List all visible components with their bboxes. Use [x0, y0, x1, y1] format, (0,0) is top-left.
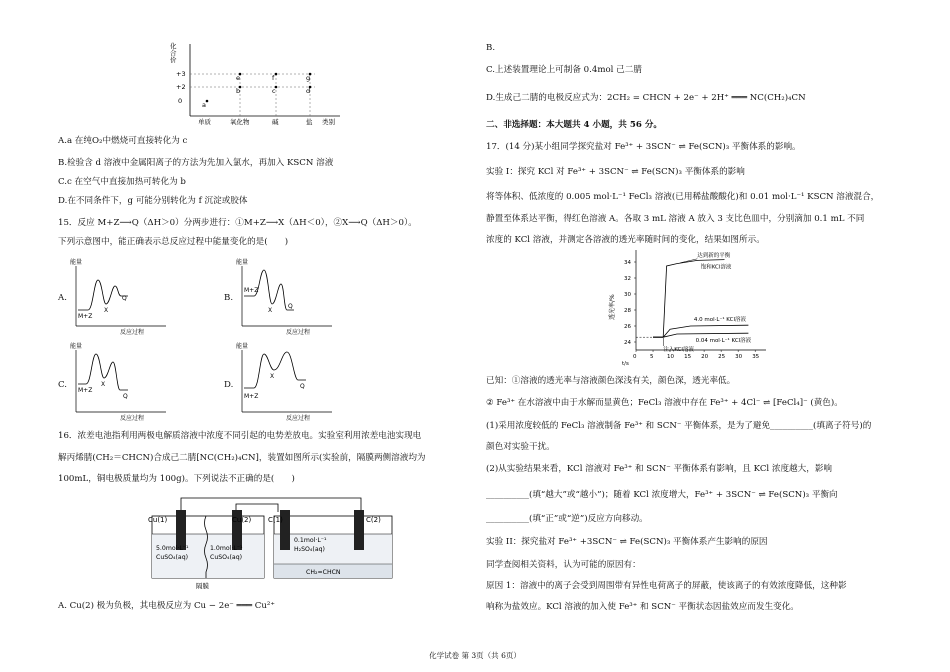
- annotation-new-equilibrium: 达到新的平衡: [697, 253, 731, 260]
- xtick-element: 单质: [198, 118, 211, 126]
- right-solution-conc: 0.1mol·L⁻¹: [294, 537, 327, 544]
- exp1-paragraph-line2: 静置至体系达平衡，得红色溶液 A。各取 3 mL 溶液 A 放入 3 支比色皿中，分别滴加 0.1 mL 不同: [486, 214, 865, 224]
- q15-label-a: A.: [58, 293, 67, 303]
- energy-mz-c: M+Z: [78, 387, 93, 394]
- energy-diagram-d: [232, 340, 337, 422]
- energy-diagram-c: [66, 340, 171, 422]
- annotation-inject-kcl: 注入KCl溶液: [663, 346, 694, 353]
- xtick-base: 碱: [272, 118, 279, 126]
- energy-diagram-a: [66, 256, 171, 336]
- series-label-4mol: 4.0 mol·L⁻¹ KCl溶液: [693, 317, 746, 324]
- energy-q-d: Q: [300, 383, 305, 390]
- section-heading: 二、非选择题：本大题共 4 小题，共 56 分。: [486, 120, 663, 130]
- electrode-cu2-label: Cu(2): [232, 516, 252, 524]
- q16-option-c: C.上述装置理论上可制备 0.4mol 己二腈: [486, 65, 642, 75]
- energy-xlabel-d: 反应过程: [286, 415, 311, 422]
- q17-2-line1: (2)从实验结果来看，KCl 溶液对 Fe³⁺ 和 SCN⁻ 平衡体系有影响，且 KCl 浓度越大，影响: [486, 464, 833, 474]
- q15-label-d: D.: [224, 380, 234, 390]
- chart-x-tick-label: 15: [684, 354, 692, 360]
- chart-y-tick-label: 34: [624, 260, 631, 266]
- energy-q-a: Q: [122, 295, 127, 302]
- mid-solution-conc: 1.0mol·L⁻¹: [210, 545, 243, 552]
- energy-ylabel-d: 能量: [236, 343, 249, 350]
- ytick-plus2: +2: [176, 83, 186, 91]
- energy-q-b: Q: [288, 303, 293, 310]
- q16-option-b: B.: [486, 43, 496, 53]
- energy-ylabel-c: 能量: [70, 343, 83, 350]
- series-label-saturated: 饱和KCl溶液: [700, 264, 732, 271]
- energy-mz-d: M+Z: [244, 393, 259, 400]
- experiment-2-title: 实验 II：探究盐对 Fe³⁺ +3SCN⁻ ⇌ Fe(SCN)₃ 平衡体系产生影响的原因: [486, 537, 768, 547]
- electrode-c2-label: C(2): [366, 516, 381, 524]
- energy-x-c: X: [101, 381, 106, 388]
- chart-x-tick-label: 10: [667, 354, 675, 360]
- exp2-paragraph-line1: 同学查阅相关资料，认为可能的原因有：: [486, 560, 641, 570]
- q16-stem-line1: 16．浓差电池指利用两极电解质溶液中浓度不同引起的电势差放电。实验室利用浓差电池实现电: [58, 431, 422, 441]
- valence-ylabel-1: 化: [170, 42, 177, 50]
- right-solution-name: H₂SO₄(aq): [294, 546, 325, 553]
- q15-stem-line1: 15．反应 M+Z⟶Q（ΔH＞0）分两步进行：①M+Z⟶X（ΔH＜0），②X⟶Q（ΔH＞0）。: [58, 218, 417, 228]
- chart-y-tick-label: 26: [624, 324, 631, 330]
- chart-y-tick-label: 30: [624, 292, 631, 298]
- energy-x-b: X: [268, 307, 273, 314]
- energy-q-c: Q: [123, 393, 128, 400]
- q15-label-b: B.: [224, 293, 234, 303]
- chart-x-tick-label: 25: [718, 354, 726, 360]
- energy-xlabel-a: 反应过程: [120, 329, 145, 336]
- page-footer: 化学试卷 第 3页（共 6页）: [429, 651, 521, 660]
- transmittance-chart: [608, 246, 778, 368]
- electrode-cu1-label: Cu(1): [148, 516, 168, 524]
- concentration-cell-apparatus: [146, 490, 398, 590]
- q16-option-d: D.生成己二腈的电极反应式为：2CH₂ = CHCN + 2e⁻ + 2H⁺ ═══ NC(CH₂)₄CN: [486, 93, 806, 103]
- chart-x-tick-label: 35: [752, 354, 760, 360]
- mid-solution-name: CuSO₄(aq): [210, 554, 243, 561]
- chart-y-tick-label: 28: [624, 308, 631, 314]
- membrane-label: 隔膜: [196, 582, 209, 590]
- point-a: a: [202, 101, 206, 109]
- energy-diagram-b: [232, 256, 337, 336]
- xtick-oxide: 氧化物: [230, 118, 250, 126]
- xtick-category: 类别: [322, 118, 335, 126]
- energy-ylabel-b: 能量: [236, 259, 249, 266]
- q16-stem-line3: 100mL，铜电极质量均为 100g)。下列说法不正确的是( ): [58, 474, 295, 484]
- q14-option-a: A.a 在纯O₂中燃烧可直接转化为 c: [58, 136, 188, 146]
- q15-label-c: C.: [58, 380, 68, 390]
- xtick-salt: 盐: [306, 118, 313, 126]
- exp2-paragraph-line2: 原因 1：溶液中的离子会受到周围带有异性电荷离子的屏蔽，使该离子的有效浓度降低，这种影: [486, 581, 847, 591]
- q15-stem-line2: 下列示意图中，能正确表示总反应过程中能量变化的是( ): [58, 237, 289, 247]
- q14-option-c: C.c 在空气中直接加热可转化为 b: [58, 177, 186, 187]
- chart-x-tick-label: 0: [633, 354, 637, 360]
- energy-mz-a: M+Z: [78, 313, 93, 320]
- exp1-paragraph-line3: 浓度的 KCl 溶液，并测定各溶液的透光率随时间的变化，结果如图所示。: [486, 235, 765, 245]
- energy-xlabel-b: 反应过程: [286, 329, 311, 336]
- series-label-004mol: 0.04 mol·L⁻¹ KCl溶液: [695, 338, 752, 344]
- energy-x-d: X: [270, 373, 275, 380]
- point-f: f: [272, 74, 275, 82]
- chart-xlabel: t/s: [622, 361, 629, 367]
- point-e: e: [236, 74, 240, 82]
- exp2-paragraph-line3: 响称为盐效应。KCl 溶液的加入使 Fe³⁺ 和 SCN⁻ 平衡状态因盐效应而发生变化。: [486, 602, 799, 612]
- q17-stem: 17．(14 分)某小组同学探究盐对 Fe³⁺ + 3SCN⁻ ⇌ Fe(SCN)₃ 平衡体系的影响。: [486, 142, 801, 152]
- energy-ylabel-a: 能量: [70, 259, 83, 266]
- left-solution-name: CuSO₄(aq): [156, 554, 189, 561]
- valence-ylabel-2: 合: [170, 49, 177, 57]
- q17-1-line1: (1)采用浓度较低的 FeCl₃ 溶液制备 Fe³⁺ 和 SCN⁻ 平衡体系，是为了避免__________(填离子符号)的: [486, 421, 872, 431]
- energy-xlabel-c: 反应过程: [120, 415, 145, 422]
- valence-class-figure: [160, 40, 360, 126]
- q17-1-line2: 颜色对实验干扰。: [486, 442, 555, 452]
- ytick-zero: 0: [178, 97, 183, 105]
- chart-x-tick-label: 5: [650, 354, 654, 360]
- q16-option-a: A. Cu(2) 极为负极，其电极反应为 Cu − 2e⁻ ═══ Cu²⁺: [58, 601, 275, 611]
- valence-ylabel-3: 价: [170, 56, 177, 64]
- left-solution-conc: 5.0mol·L⁻¹: [156, 545, 189, 552]
- chart-y-tick-label: 24: [624, 340, 631, 346]
- q16-stem-line2: 解丙烯腈(CH₂＝CHCN)合成己二腈[NC(CH₂)₄CN]，装置如图所示(实验前，隔膜两侧溶液均为: [58, 453, 426, 463]
- q17-2-line2: __________(填“越大”或“越小”)；随着 KCl 浓度增大，Fe³⁺ + 3SCN⁻ ⇌ Fe(SCN)₃ 平衡向: [486, 490, 838, 500]
- energy-x-a: X: [104, 307, 109, 314]
- experiment-1-title: 实验 I：探究 KCl 对 Fe³⁺ + 3SCN⁻ ⇌ Fe(SCN)₃ 平衡体系的影响: [486, 167, 745, 177]
- electrode-c1-label: C(1): [268, 516, 283, 524]
- q17-2-line3: __________(填“正”或“逆”)反应方向移动。: [486, 514, 648, 524]
- chart-series-line-1: [653, 325, 748, 337]
- point-b: b: [236, 87, 241, 95]
- q14-option-b: B.检验含 d 溶液中金属阳离子的方法为先加入氯水，再加入 KSCN 溶液: [58, 158, 334, 168]
- ytick-plus3: +3: [176, 70, 186, 78]
- chart-x-tick-label: 30: [735, 354, 743, 360]
- q14-option-d: D.在不同条件下，g 可能分别转化为 f 沉淀或胶体: [58, 196, 248, 206]
- point-d: d: [306, 87, 311, 95]
- chart-y-tick-label: 32: [624, 276, 631, 282]
- known-1: 已知：①溶液的透光率与溶液颜色深浅有关，颜色深，透光率低。: [486, 376, 736, 386]
- point-c: c: [272, 87, 276, 95]
- chart-x-tick-label: 20: [701, 354, 709, 360]
- chart-series-line-2: [653, 333, 748, 337]
- point-g: g: [306, 74, 311, 82]
- chart-ylabel: 透光率/%: [609, 294, 616, 320]
- exp1-paragraph-line1: 将等体积、低浓度的 0.005 mol·L⁻¹ FeCl₃ 溶液(已用稀盐酸酸化)和 0.01 mol·L⁻¹ KSCN 溶液混合，: [486, 192, 880, 202]
- organic-layer-label: CH₂=CHCN: [306, 569, 341, 576]
- known-2: ② Fe³⁺ 在水溶液中由于水解而显黄色；FeCl₃ 溶液中存在 Fe³⁺ + 4Cl⁻ ⇌ [FeCl₄]⁻ (黄色)。: [486, 398, 843, 408]
- energy-mz-b: M+Z: [244, 287, 259, 294]
